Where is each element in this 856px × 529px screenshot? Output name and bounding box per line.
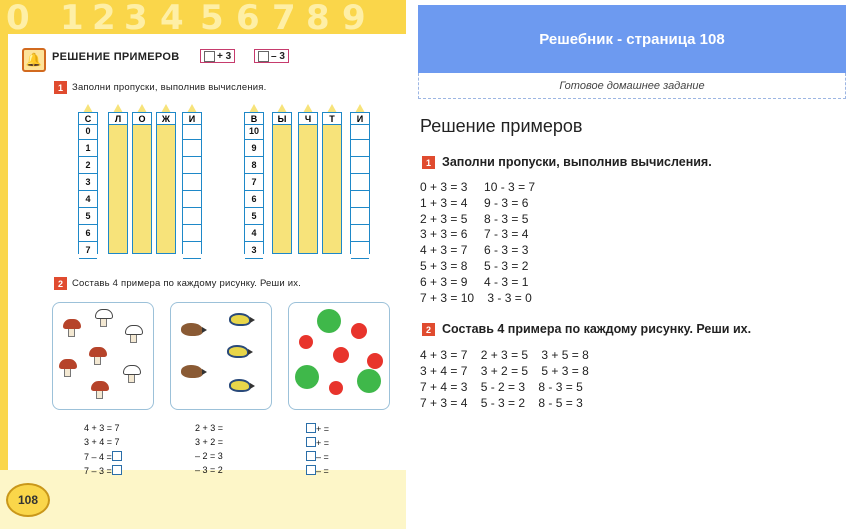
solution-panel	[418, 0, 856, 529]
answer-cell[interactable]	[183, 174, 201, 191]
blank-square-icon	[258, 51, 269, 62]
task2-badge: 2	[422, 323, 435, 336]
equation-text: 3 + 2 =	[195, 437, 224, 447]
pencil-body	[244, 122, 264, 254]
red-circle-icon	[351, 323, 367, 339]
chip-minus-label: – 3	[271, 50, 285, 62]
answer-line: 7 + 3 = 10 3 - 3 = 0	[420, 290, 532, 305]
input-cell: 2	[79, 157, 97, 174]
answer-cell[interactable]	[183, 208, 201, 225]
answer-line: 2 + 3 = 5 8 - 3 = 5	[420, 211, 529, 226]
answer-line: 7 + 3 = 4 5 - 3 = 2 8 - 5 = 3	[420, 396, 583, 410]
sparrow-icon	[181, 365, 207, 381]
picture-equation	[306, 423, 329, 434]
red-circle-icon	[333, 347, 349, 363]
input-cell: 7	[79, 242, 97, 259]
task1-badge: 1	[422, 156, 435, 169]
header-title: Решебник - страница 108	[539, 30, 725, 48]
task2-text: Составь 4 примера по каждому рисунку. Реши их.	[72, 278, 302, 289]
input-cell: 4	[79, 191, 97, 208]
equation-text: 3 + 4 = 7	[84, 437, 120, 447]
pencil-column	[322, 104, 342, 254]
blank-box[interactable]	[112, 451, 122, 461]
tit-bird-icon	[229, 313, 255, 329]
blank-box[interactable]	[306, 465, 316, 475]
mushroom-icon	[123, 365, 141, 383]
mushroom-icon	[91, 381, 109, 399]
answer-line: 0 + 3 = 3 10 - 3 = 7	[420, 180, 536, 194]
bottom-decor-band	[0, 470, 406, 529]
picture-equation	[306, 451, 329, 462]
mushroom-icon	[63, 319, 81, 337]
equation-text: – =	[316, 452, 329, 462]
pencil-letter: Ч	[298, 112, 318, 125]
pencil-letter: Л	[108, 112, 128, 125]
answer-line: 6 + 3 = 9 4 - 3 = 1	[420, 274, 529, 289]
pencil-letter: Ы	[272, 112, 292, 125]
answer-line: 1 + 3 = 4 9 - 3 = 6	[420, 195, 529, 210]
input-cell: 5	[79, 208, 97, 225]
input-cell: 6	[79, 225, 97, 242]
red-circle-icon	[367, 353, 383, 369]
equation-text: 7 – 3 =	[84, 466, 112, 476]
picture-equation	[195, 423, 223, 433]
answer-cell[interactable]	[351, 208, 369, 225]
lesson-title: РЕШЕНИЕ ПРИМЕРОВ	[52, 51, 180, 63]
equation-text: + =	[316, 424, 330, 434]
pencil-column	[132, 104, 152, 254]
pencil-letter: И	[350, 112, 370, 125]
tit-bird-icon	[227, 345, 253, 361]
answer-line: 3 + 3 = 6 7 - 3 = 4	[420, 227, 529, 242]
mushrooms-picture	[52, 302, 154, 410]
answer-cell[interactable]	[351, 123, 369, 140]
equation-text: – 2 = 3	[195, 451, 223, 461]
input-cell: 3	[245, 242, 263, 259]
pencil-body	[108, 122, 128, 254]
green-circle-icon	[295, 365, 319, 389]
answer-cell[interactable]	[183, 157, 201, 174]
equation-text: 7 – 4 =	[84, 452, 112, 462]
task2-heading: Составь 4 примера по каждому рисунку. Реши их.	[442, 322, 752, 336]
equation-text: – =	[316, 466, 329, 476]
answer-cell[interactable]	[183, 191, 201, 208]
pencil-body	[156, 122, 176, 254]
answer-cell[interactable]	[351, 225, 369, 242]
mushroom-icon	[95, 309, 113, 327]
answer-line: 4 + 3 = 7 2 + 3 = 5 3 + 5 = 8	[420, 348, 589, 362]
pencil-column	[298, 104, 318, 254]
answer-cell[interactable]	[351, 191, 369, 208]
input-cell: 8	[245, 157, 263, 174]
pencil-body	[350, 122, 370, 254]
equation-text: + =	[316, 438, 330, 448]
input-cell: 0	[79, 123, 97, 140]
pencil-column	[244, 104, 264, 254]
bell-icon: 🔔	[22, 48, 46, 72]
picture-equation	[306, 437, 329, 448]
input-cell: 4	[245, 225, 263, 242]
equation-text: 2 + 3 =	[195, 423, 224, 433]
input-cell: 9	[245, 140, 263, 157]
picture-equation	[195, 451, 223, 461]
pencil-letter: Т	[322, 112, 342, 125]
mushroom-icon	[59, 359, 77, 377]
pencil-letter: И	[182, 112, 202, 125]
task2-number: 2	[54, 277, 67, 290]
answer-line: 7 + 4 = 3 5 - 2 = 3 8 - 3 = 5	[420, 380, 583, 394]
chip-plus-three	[200, 49, 235, 63]
input-cell: 3	[79, 174, 97, 191]
task1-heading: Заполни пропуски, выполнив вычисления.	[442, 155, 712, 169]
green-circle-icon	[317, 309, 341, 333]
top-decor-band: 0 1 2 3 4 5 6 7 8 9	[0, 0, 406, 34]
picture-equation	[306, 465, 329, 476]
sparrow-icon	[181, 323, 207, 339]
input-cell: 6	[245, 191, 263, 208]
pencil-letter: В	[244, 112, 264, 125]
circles-picture	[288, 302, 390, 410]
picture-equation	[84, 465, 122, 476]
answer-line: 4 + 3 = 7 6 - 3 = 3	[420, 243, 529, 258]
pencil-body	[322, 122, 342, 254]
picture-equation	[195, 437, 223, 447]
pencil-letter: Ж	[156, 112, 176, 125]
pencil-column	[108, 104, 128, 254]
equation-text: 4 + 3 = 7	[84, 423, 120, 433]
blank-box[interactable]	[112, 465, 122, 475]
pencil-body	[272, 122, 292, 254]
page-number-badge: 108	[6, 483, 50, 517]
section-title: Решение примеров	[420, 116, 583, 136]
header-subtitle: Готовое домашнее задание	[418, 73, 846, 99]
pencil-letter: С	[78, 112, 98, 125]
mushroom-icon	[89, 347, 107, 365]
answer-line: 3 + 4 = 7 3 + 2 = 5 5 + 3 = 8	[420, 364, 589, 378]
answer-cell[interactable]	[351, 157, 369, 174]
input-cell: 1	[79, 140, 97, 157]
picture-equation	[84, 437, 120, 447]
answer-line: 5 + 3 = 8 5 - 3 = 2	[420, 259, 529, 273]
chip-plus-label: + 3	[217, 50, 232, 62]
solution-header	[418, 5, 846, 73]
tit-bird-icon	[229, 379, 255, 395]
red-circle-icon	[299, 335, 313, 349]
blank-box[interactable]	[306, 437, 316, 447]
answer-cell[interactable]	[183, 242, 201, 259]
textbook-page	[0, 0, 406, 529]
picture-equation	[84, 423, 120, 433]
picture-equation	[195, 465, 223, 475]
left-decor-strip	[0, 34, 8, 529]
answer-cell[interactable]	[351, 140, 369, 157]
pencil-column	[78, 104, 98, 254]
answer-cell[interactable]	[351, 174, 369, 191]
pencil-letter: О	[132, 112, 152, 125]
task1-number: 1	[54, 81, 67, 94]
input-cell: 5	[245, 208, 263, 225]
input-cell: 10	[245, 123, 263, 140]
task1-text: Заполни пропуски, выполнив вычисления.	[72, 82, 267, 93]
birds-picture	[170, 302, 272, 410]
pencil-column	[156, 104, 176, 254]
pencil-body	[78, 122, 98, 254]
blank-square-icon	[204, 51, 215, 62]
pencil-column	[350, 104, 370, 254]
pencil-body	[132, 122, 152, 254]
pencil-column	[182, 104, 202, 254]
pencil-column	[272, 104, 292, 254]
picture-equation	[84, 451, 122, 462]
blank-box[interactable]	[306, 451, 316, 461]
green-circle-icon	[357, 369, 381, 393]
input-cell: 7	[245, 174, 263, 191]
equation-text: – 3 = 2	[195, 465, 223, 475]
red-circle-icon	[329, 381, 343, 395]
answer-cell[interactable]	[183, 140, 201, 157]
chip-minus-three	[254, 49, 289, 63]
pencil-body	[182, 122, 202, 254]
answer-cell[interactable]	[351, 242, 369, 259]
blank-box[interactable]	[306, 423, 316, 433]
mushroom-icon	[125, 325, 143, 343]
answer-cell[interactable]	[183, 123, 201, 140]
pencil-body	[298, 122, 318, 254]
answer-cell[interactable]	[183, 225, 201, 242]
